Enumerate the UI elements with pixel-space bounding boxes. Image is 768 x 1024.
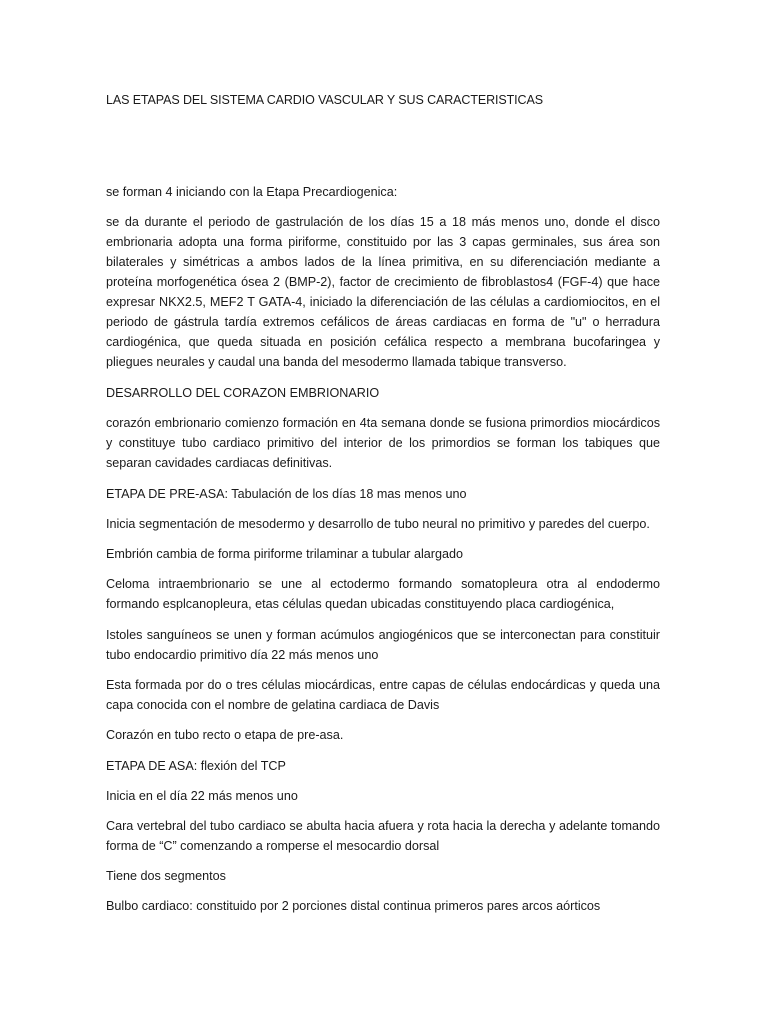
section-heading-corazon-embrionario: DESARROLLO DEL CORAZON EMBRIONARIO: [106, 386, 380, 400]
paragraph-bulbo-cardiaco: Bulbo cardiaco: constituido por 2 porciones distal continua primeros pares arcos aórticos: [106, 899, 601, 913]
paragraph-tubo-recto: Corazón en tubo recto o etapa de pre-asa.: [106, 728, 344, 742]
paragraph-cara-vertebral: Cara vertebral del tubo cardiaco se abulta hacia afuera y rota hacia la derecha y adelante tomando forma de “C” comenzando a romperse el mesocardio dorsal: [106, 819, 660, 853]
paragraph-precardiogenica: se da durante el periodo de gastrulación de los días 15 a 18 más menos uno, donde el disco embrionaria adopta una forma piriforme, constituido por las 3 capas germinales, sus área son bilaterales y simétricas a ambos lados de la línea primitiva, en su diferenciación mediante a proteína morfogenética ósea 2 (BMP-2), factor de crecimiento de fibroblastos4 (FGF-4) que hace expresar NKX2.5, MEF2 T GATA-4, iniciado la diferenciación de las células a cardiomiocitos, en el periodo de gástrula tardía extremos cefálicos de áreas cardiacas en forma de "u" o herradura cardiogénica, que queda situada en posición cefálica respecto a membrana bucofaringea y pliegues neurales y caudal una banda del mesodermo llamada tabique transverso.: [106, 215, 660, 369]
paragraph-corazon-embrionario: corazón embrionario comienzo formación en 4ta semana donde se fusiona primordios miocárdicos y constituye tubo cardiaco primitivo del interior de los primordios se forman los tabiques que separan cavidades cardiacas definitivas.: [106, 416, 660, 470]
paragraph-intro: se forman 4 iniciando con la Etapa Precardiogenica:: [106, 185, 398, 199]
section-heading-pre-asa: ETAPA DE PRE-ASA: Tabulación de los días 18 mas menos uno: [106, 487, 467, 501]
paragraph-istoles: Istoles sanguíneos se unen y forman acúmulos angiogénicos que se interconectan para constituir tubo endocardio primitivo día 22 más menos uno: [106, 628, 660, 662]
section-heading-asa: ETAPA DE ASA: flexión del TCP: [106, 759, 286, 773]
paragraph-embrion-forma: Embrión cambia de forma piriforme trilaminar a tubular alargado: [106, 547, 463, 561]
paragraph-segmentacion: Inicia segmentación de mesodermo y desarrollo de tubo neural no primitivo y paredes del cuerpo.: [106, 517, 650, 531]
paragraph-celulas-miocardicas: Esta formada por do o tres células miocárdicas, entre capas de células endocárdicas y queda una capa conocida con el nombre de gelatina cardiaca de Davis: [106, 678, 660, 712]
paragraph-inicia-dia-22: Inicia en el día 22 más menos uno: [106, 789, 298, 803]
paragraph-celoma: Celoma intraembrionario se une al ectodermo formando somatopleura otra al endodermo formando esplcanopleura, etas células quedan ubicadas constituyendo placa cardiogénica,: [106, 577, 660, 611]
paragraph-dos-segmentos: Tiene dos segmentos: [106, 869, 226, 883]
document-title: LAS ETAPAS DEL SISTEMA CARDIO VASCULAR Y SUS CARACTERISTICAS: [106, 93, 543, 107]
